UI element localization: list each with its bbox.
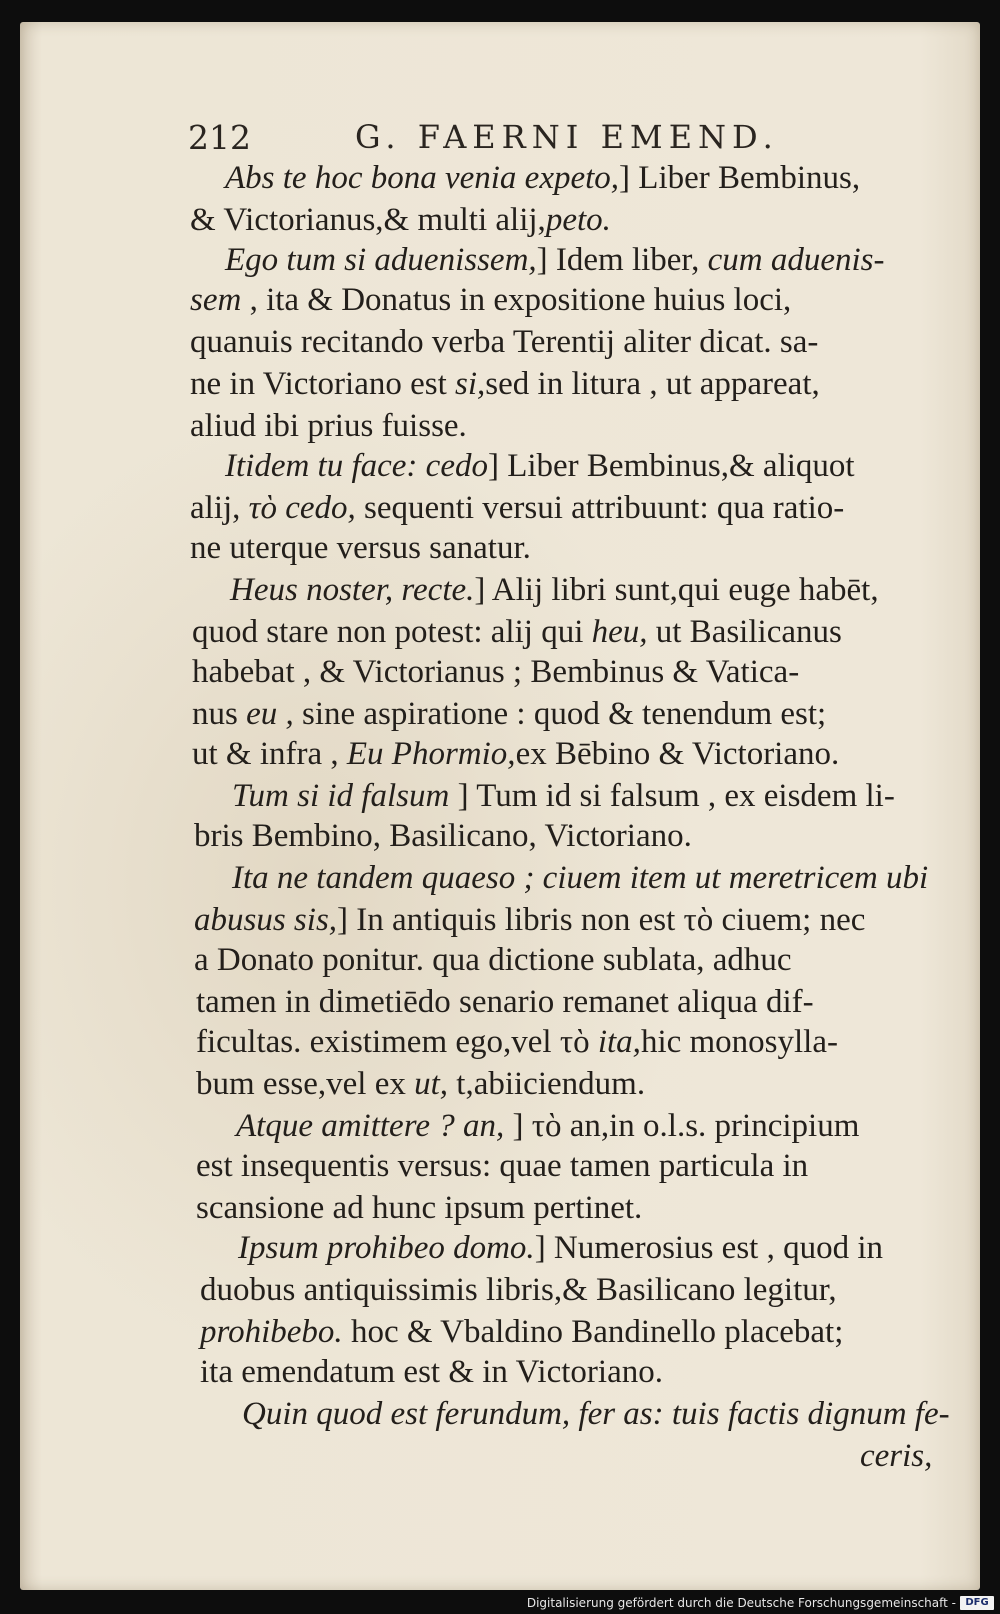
text-line: ut & infra , Eu Phormio,ex Bēbino & Victoriano. <box>192 736 840 772</box>
text-line: Ego tum si aduenissem,] Idem liber, cum aduenis- <box>225 242 885 278</box>
text-line: Ita ne tandem quaeso ; ciuem item ut meretricem ubi <box>232 860 929 896</box>
book-page <box>20 22 980 1590</box>
text-line: bum esse,vel ex ut, t,abiiciendum. <box>196 1066 646 1102</box>
text-line: prohibebo. hoc & Vbaldino Bandinello placebat; <box>200 1314 844 1350</box>
text-line: Itidem tu face: cedo] Liber Bembinus,& aliquot <box>225 448 855 484</box>
text-line: quanuis recitando verba Terentij aliter dicat. sa- <box>190 324 819 360</box>
dfg-logo: DFG <box>960 1596 994 1610</box>
text-line: ceris, <box>860 1438 933 1474</box>
text-line: alij, τὸ cedo, sequenti versui attribuunt: qua ratio- <box>190 490 845 526</box>
text-line: ne in Victoriano est si,sed in litura , ut appareat, <box>190 366 820 402</box>
text-line: habebat , & Victorianus ; Bembinus & Vatica- <box>192 654 800 690</box>
text-line: nus eu , sine aspiratione : quod & tenendum est; <box>192 696 827 732</box>
text-line: duobus antiquissimis libris,& Basilicano legitur, <box>200 1272 837 1308</box>
text-line: tamen in dimetiēdo senario remanet aliqua dif- <box>196 984 814 1020</box>
text-line: abusus sis,] In antiquis libris non est τὸ ciuem; nec <box>194 902 866 938</box>
text-line: ita emendatum est & in Victoriano. <box>200 1354 663 1390</box>
text-line: Ipsum prohibeo domo.] Numerosius est , quod in <box>238 1230 883 1266</box>
text-line: Abs te hoc bona venia expeto,] Liber Bembinus, <box>225 160 861 196</box>
text-line: est insequentis versus: quae tamen particula in <box>196 1148 809 1184</box>
text-line: scansione ad hunc ipsum pertinet. <box>196 1190 643 1226</box>
text-line: bris Bembino, Basilicano, Victoriano. <box>194 818 692 854</box>
page-number: 212 <box>188 118 251 157</box>
text-line: ne uterque versus sanatur. <box>190 530 531 566</box>
text-line: Tum si id falsum ] Tum id si falsum , ex eisdem li- <box>232 778 895 814</box>
digitization-credit: Digitalisierung gefördert durch die Deutsche Forschungsgemeinschaft - <box>526 1596 956 1610</box>
text-line: quod stare non potest: alij qui heu, ut Basilicanus <box>192 614 842 650</box>
running-title: G. FAERNI EMEND. <box>355 118 779 156</box>
text-line: a Donato ponitur. qua dictione sublata, adhuc <box>194 942 792 978</box>
text-line: sem , ita & Donatus in expositione huius loci, <box>190 282 792 318</box>
text-line: ficultas. existimem ego,vel τὸ ita,hic monosylla- <box>196 1024 838 1060</box>
text-line: Heus noster, recte.] Alij libri sunt,qui euge habēt, <box>230 572 879 608</box>
text-line: aliud ibi prius fuisse. <box>190 408 467 444</box>
text-line: Atque amittere ? an, ] τὸ an,in o.l.s. principium <box>236 1108 860 1144</box>
text-line: Quin quod est ferundum, fer as: tuis factis dignum fe- <box>242 1396 950 1432</box>
text-line: & Victorianus,& multi alij,peto. <box>190 202 611 238</box>
